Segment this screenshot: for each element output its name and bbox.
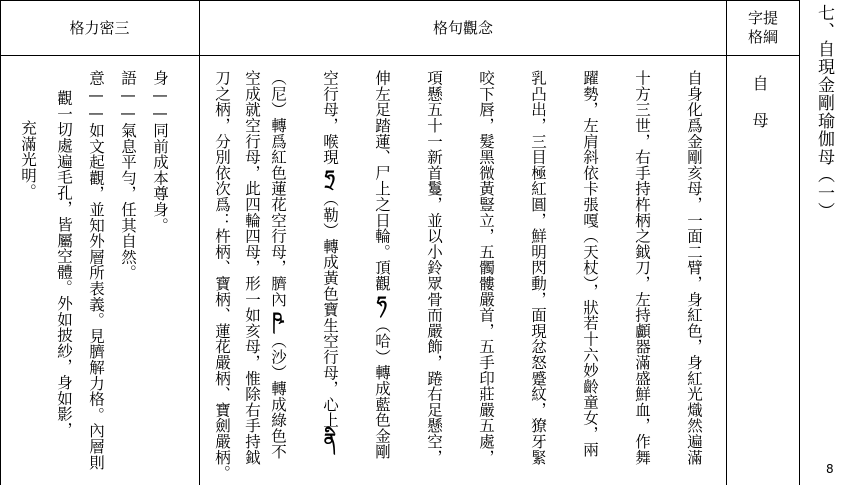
header-keywords-line2: 格綱 [747, 27, 778, 46]
visualization-line-9 [268, 70, 288, 459]
page-number: 8 [826, 462, 834, 476]
header-visualization: 格句觀念 [432, 19, 493, 37]
keyword-mother: 母 [750, 112, 769, 128]
column-divider-outer [799, 0, 800, 485]
visualization-line-2: 十方三世，右手持杵柄之鉞刀，左持顱器滿盛鮮血，作舞 [633, 70, 651, 465]
method-speech: 語——氣息平勻，任其自然。 [119, 70, 137, 281]
method-mind-continued: 觀一切處遍毛孔，皆屬空體。外如披紗，身如影， [55, 90, 73, 438]
visualization-line-6: 項懸五十一新首鬘，並以小鈴眾骨而嚴飾，踡右足懸空， [425, 70, 443, 465]
seed-syllable-ha: ཧ [376, 293, 388, 315]
visualization-line-7-tail: （哈）轉成藍色金剛 [373, 317, 391, 460]
method-mind: 意——如文起觀，並知外層所表義。見臍解力格。內層則 [87, 70, 105, 470]
seed-syllable-hri: ཧྲ [324, 166, 336, 188]
page-title: 七、自現金剛瑜伽母（一） [814, 4, 834, 220]
visualization-line-11: 刀之柄，分別依次爲：杵柄、寶柄、蓮花嚴柄、寶劍嚴柄。 [213, 70, 231, 481]
header-divider [0, 55, 800, 56]
visualization-line-8 [320, 70, 340, 454]
visualization-line-8-head: 空行母，喉現 [321, 70, 339, 165]
visualization-line-9-head: （尼）轉爲紅色蓮花空行母，臍內 [269, 70, 287, 307]
visualization-line-9-tail: （沙）轉成綠色不 [269, 333, 287, 460]
method-body: 身——同前成本尊身。 [151, 70, 169, 233]
seed-syllable-sha: ཥ [272, 309, 284, 330]
column-divider-right [726, 0, 727, 485]
visualization-line-8-mid: （勒）轉成黃色寶生空行母，心上 [321, 190, 339, 428]
column-divider-left [199, 0, 200, 485]
header-keywords-line1: 字提 [747, 8, 778, 27]
visualization-line-7 [372, 70, 392, 459]
visualization-line-5: 咬下唇，髮黑微黃豎立，五髑髏嚴首，五手印莊嚴五處， [477, 70, 495, 465]
header-keywords [727, 0, 799, 55]
visualization-line-4: 乳凸出，三目極紅圓，鮮明閃動，面現忿怒蹙紋，獠牙緊 [529, 70, 547, 465]
keyword-self: 自 [750, 75, 769, 91]
visualization-line-1: 自身化爲金剛亥母，一面二臂，身紅色，身紅光熾然遍滿 [685, 70, 703, 465]
header-mantra-body-speech-mind: 格力密三 [69, 19, 130, 37]
method-mind-end: 充滿光明。 [19, 120, 37, 199]
visualization-line-7-head: 伸左足踏蓮、尸上之日輪。頂觀 [373, 70, 391, 292]
visualization-line-10: 空成就空行母，此四輪四母，形一如亥母，惟除右手持鉞 [243, 70, 261, 465]
visualization-line-3: 躍勢，左肩斜依卡張嘎（天杖），狀若十六妙齡童女，兩 [581, 70, 599, 458]
seed-syllable-ni: ནི [323, 429, 337, 451]
